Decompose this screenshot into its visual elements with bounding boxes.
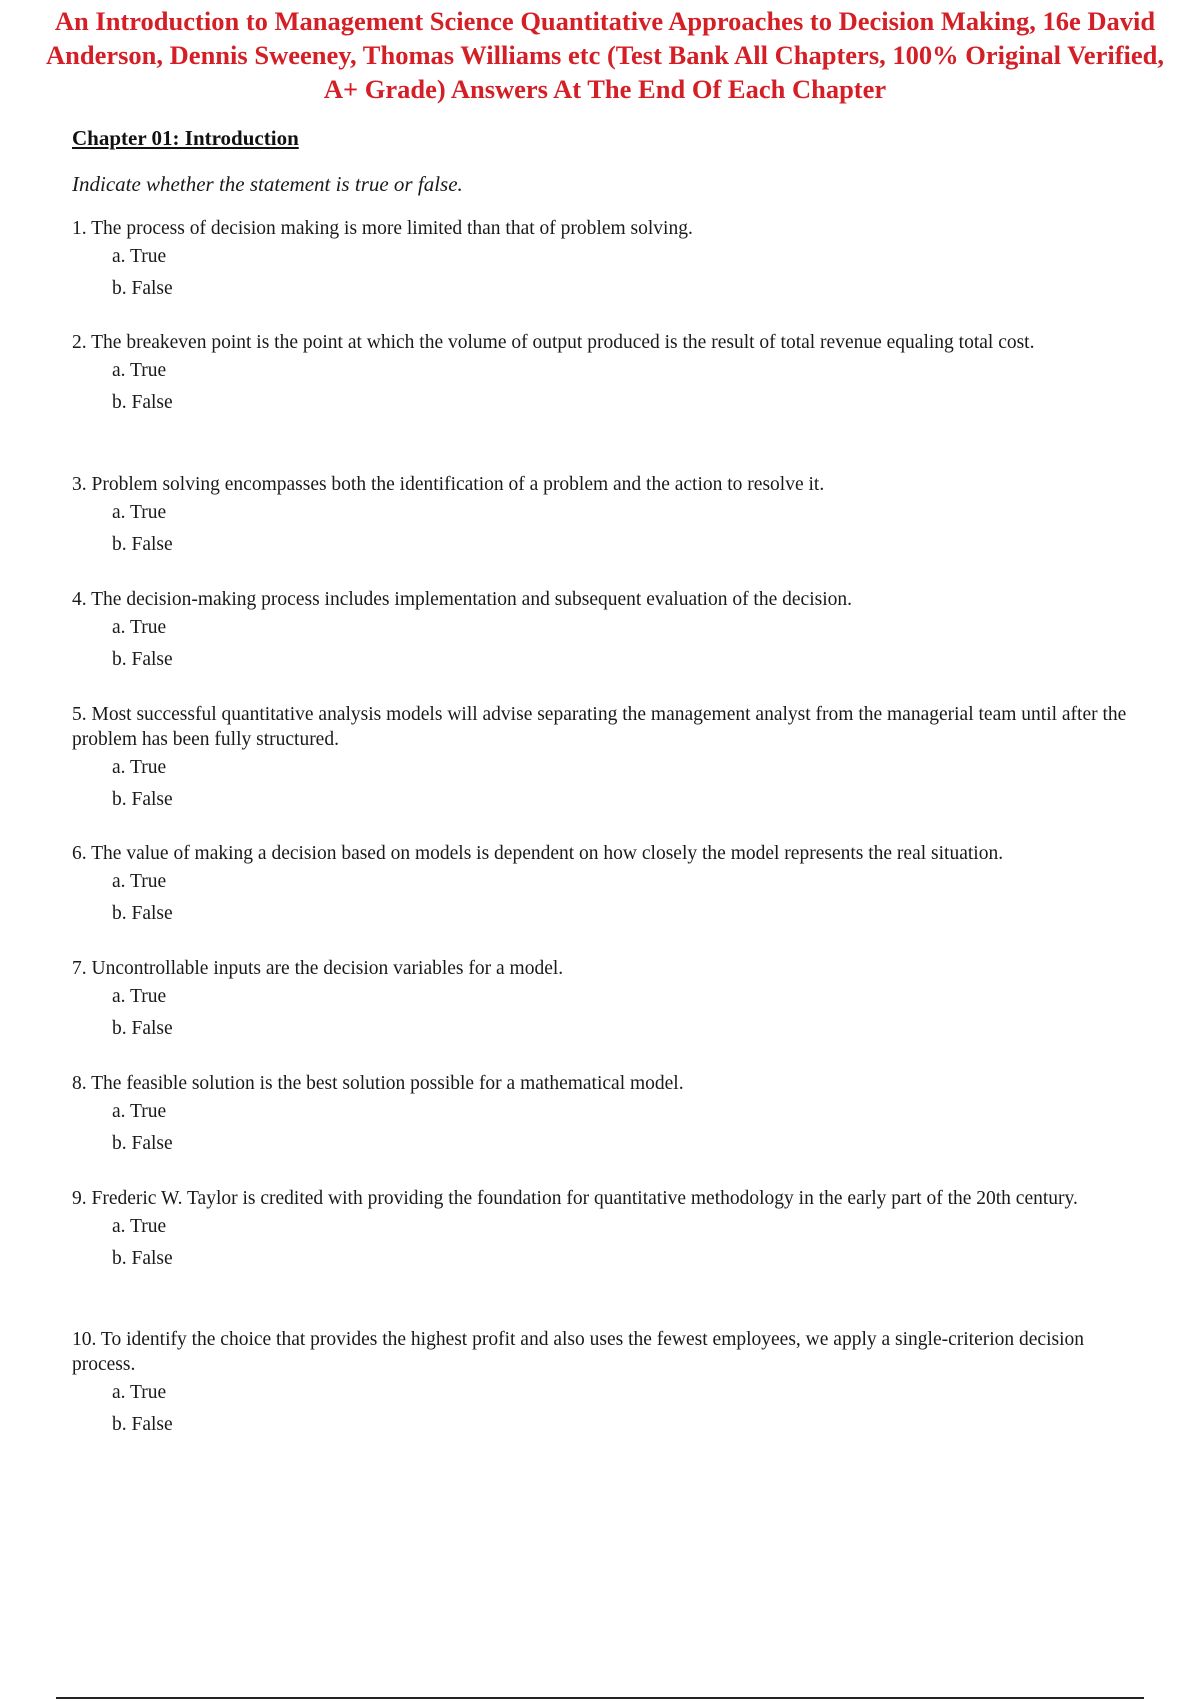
option-true: a. True bbox=[112, 246, 167, 267]
question-item bbox=[72, 1327, 1152, 1441]
question-item bbox=[72, 956, 1152, 1045]
option-false: b. False bbox=[112, 278, 173, 299]
option-false: b. False bbox=[112, 392, 173, 413]
question-stem: 4. The decision-making process includes implementation and subsequent evaluation of the decision. bbox=[72, 589, 852, 610]
question-item bbox=[72, 841, 1152, 930]
question-item bbox=[72, 216, 1152, 305]
document-title: An Introduction to Management Science Quantitative Approaches to Decision Making, 16e David Anderson, Dennis Sweeney, Thomas Williams etc (Test Bank All Chapters, 100% Original Verified, A+ Grade) Answers At The End Of Each Chapter bbox=[45, 6, 1165, 104]
option-true: a. True bbox=[112, 1382, 167, 1403]
option-true: a. True bbox=[112, 986, 167, 1007]
question-stem: 9. Frederic W. Taylor is credited with providing the foundation for quantitative methodology in the early part of the 20th century. bbox=[72, 1188, 1078, 1209]
question-item bbox=[72, 587, 1152, 676]
question-item bbox=[72, 702, 1152, 816]
option-true: a. True bbox=[112, 1101, 167, 1122]
chapter-heading: Chapter 01: Introduction bbox=[72, 126, 299, 150]
question-stem: 10. To identify the choice that provides the highest profit and also uses the fewest employees, we apply a single-criterion decision process. bbox=[72, 1329, 1085, 1375]
option-false: b. False bbox=[112, 1018, 173, 1039]
option-false: b. False bbox=[112, 903, 173, 924]
option-true: a. True bbox=[112, 757, 167, 778]
option-true: a. True bbox=[112, 502, 167, 523]
footer-divider bbox=[56, 1697, 1144, 1699]
instruction-text: Indicate whether the statement is true or false. bbox=[72, 172, 463, 196]
question-stem: 6. The value of making a decision based on models is dependent on how closely the model represents the real situation. bbox=[72, 843, 1004, 864]
option-false: b. False bbox=[112, 649, 173, 670]
option-true: a. True bbox=[112, 360, 167, 381]
question-stem: 7. Uncontrollable inputs are the decision variables for a model. bbox=[72, 958, 564, 979]
question-item bbox=[72, 1186, 1152, 1275]
question-stem: 5. Most successful quantitative analysis models will advise separating the management analyst from the managerial team until after the problem has been fully structured. bbox=[72, 704, 1127, 750]
question-stem: 1. The process of decision making is more limited than that of problem solving. bbox=[72, 218, 693, 239]
question-stem: 2. The breakeven point is the point at which the volume of output produced is the result of total revenue equaling total cost. bbox=[72, 332, 1035, 353]
option-false: b. False bbox=[112, 1133, 173, 1154]
question-item bbox=[72, 472, 1152, 561]
option-true: a. True bbox=[112, 617, 167, 638]
question-item bbox=[72, 330, 1152, 419]
option-true: a. True bbox=[112, 871, 167, 892]
option-false: b. False bbox=[112, 789, 173, 810]
option-false: b. False bbox=[112, 534, 173, 555]
question-stem: 8. The feasible solution is the best solution possible for a mathematical model. bbox=[72, 1073, 684, 1094]
question-item bbox=[72, 1071, 1152, 1160]
question-stem: 3. Problem solving encompasses both the identification of a problem and the action to resolve it. bbox=[72, 474, 825, 495]
option-false: b. False bbox=[112, 1414, 173, 1435]
option-true: a. True bbox=[112, 1216, 167, 1237]
option-false: b. False bbox=[112, 1248, 173, 1269]
